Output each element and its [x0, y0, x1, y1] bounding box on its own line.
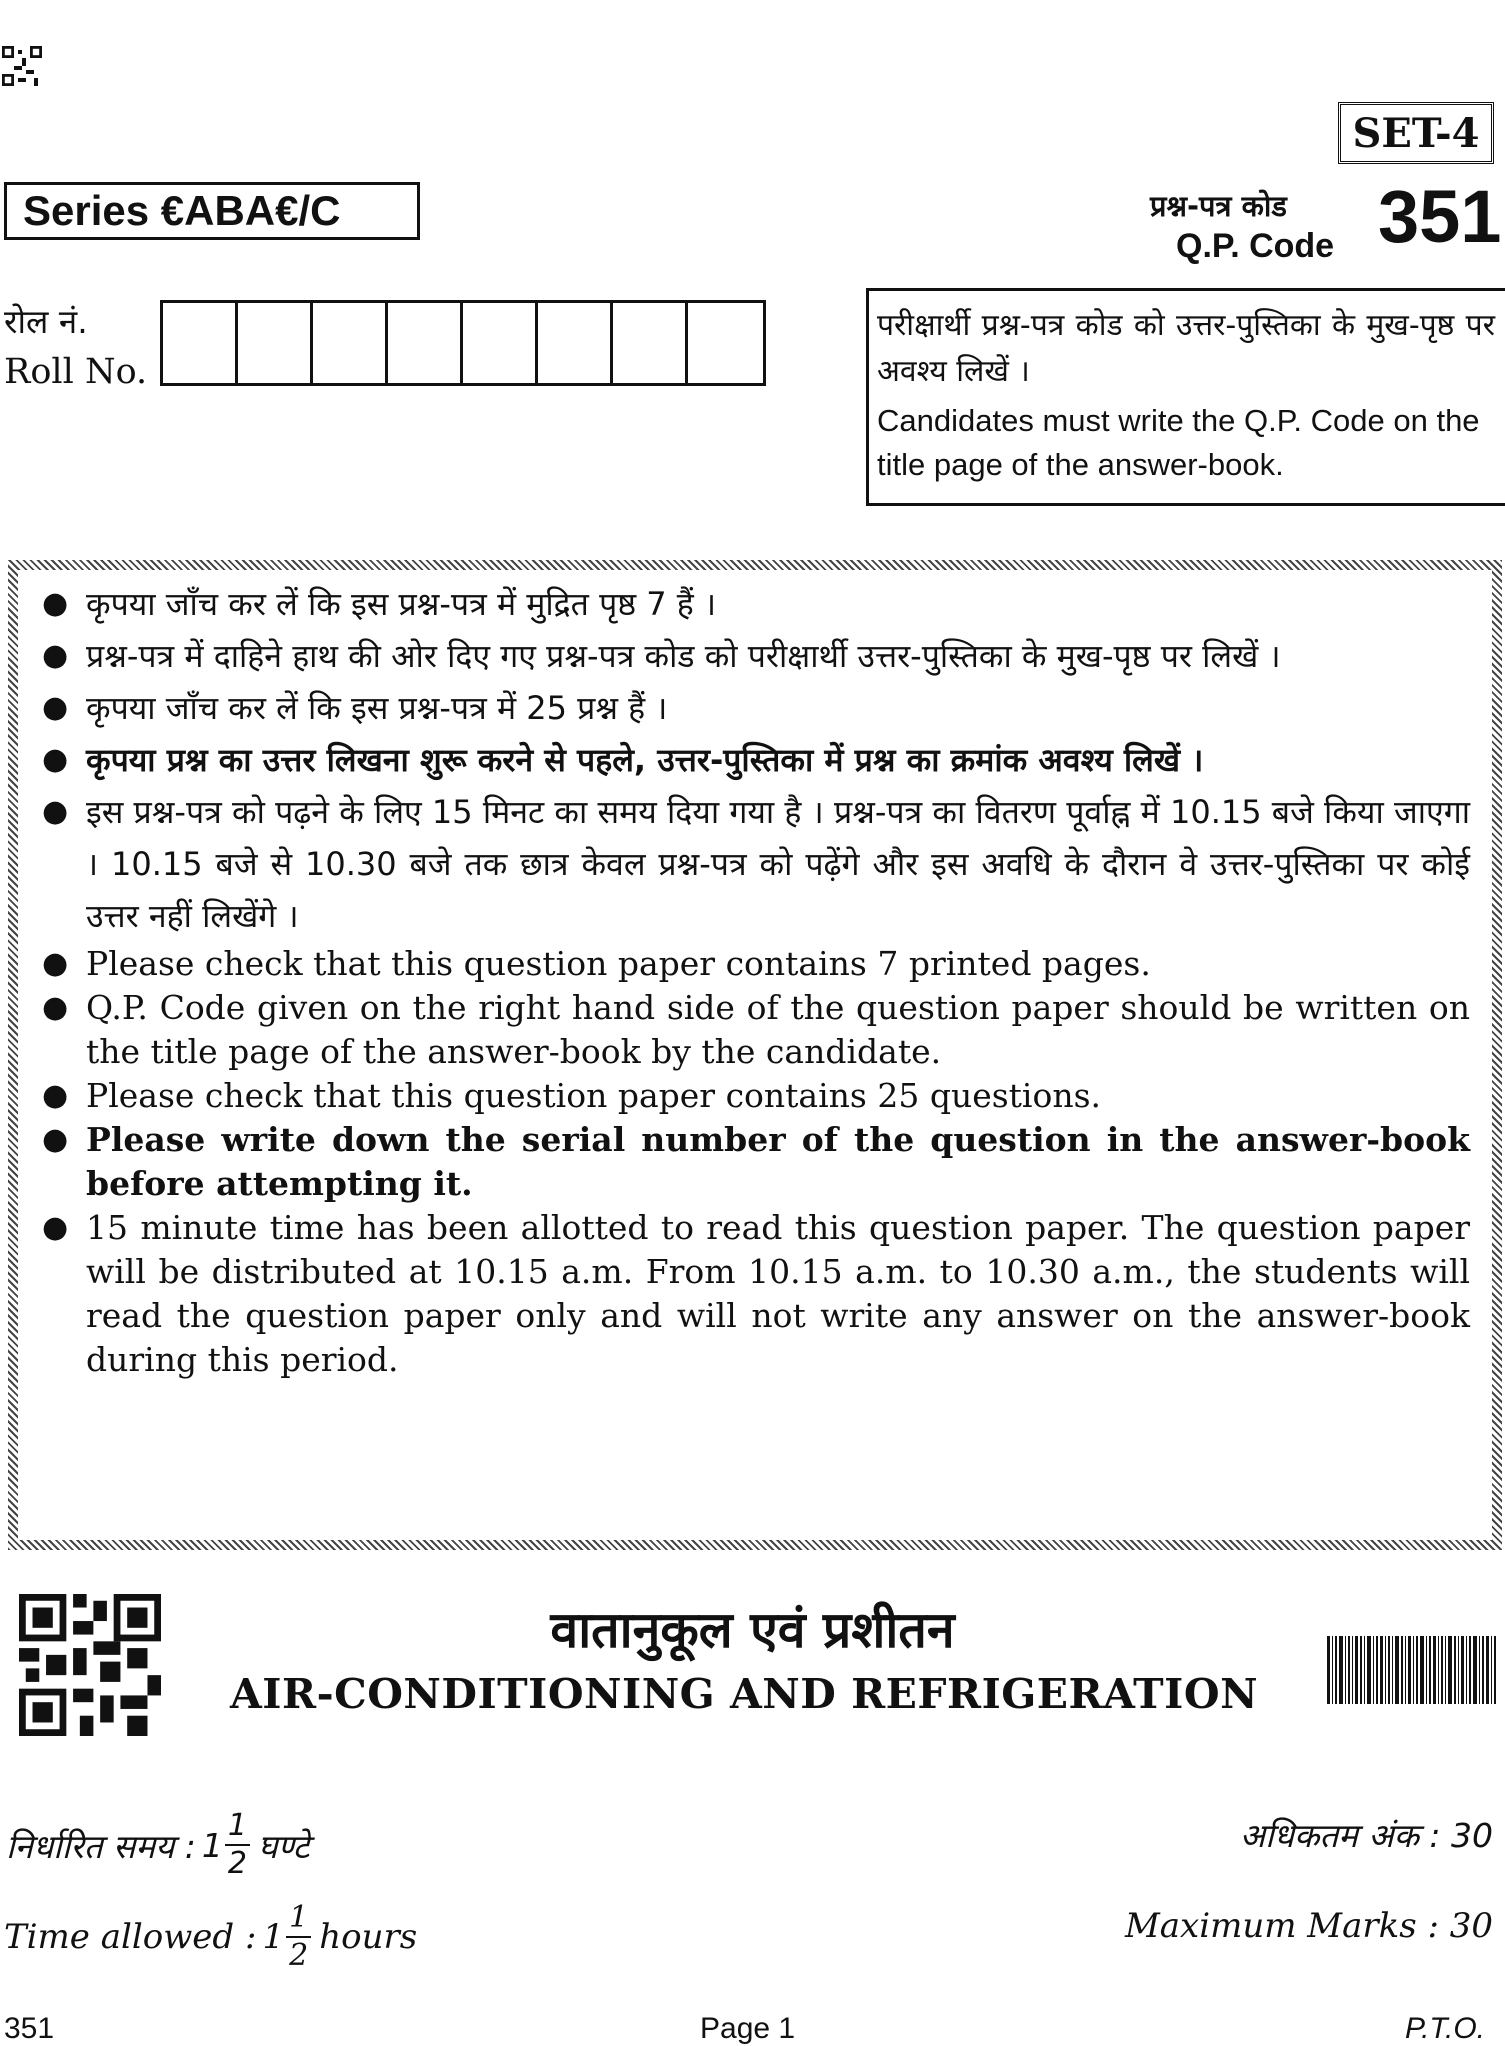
- bullet-icon: ●: [42, 742, 69, 777]
- candidate-note-box: [866, 288, 1505, 506]
- instruction-text: कृपया जाँच कर लें कि इस प्रश्न-पत्र में मुद्रित पृष्ठ 7 हैं ।: [86, 585, 717, 623]
- instruction-item: [36, 578, 1470, 630]
- candidate-note-hindi: परीक्षार्थी प्रश्न-पत्र कोड को उत्तर-पुस्तिका के मुख-पृष्ठ पर अवश्य लिखें ।: [877, 308, 1495, 389]
- roll-digit-box[interactable]: [238, 303, 313, 383]
- bullet-icon: ●: [42, 794, 69, 829]
- instruction-item: [36, 682, 1470, 734]
- subject-title-hindi: वातानुकूल एवं प्रशीतन: [550, 1601, 955, 1659]
- time-numerator: 1: [225, 1808, 250, 1846]
- roll-digit-box[interactable]: [163, 303, 238, 383]
- time-allowed-hindi: [6, 1808, 309, 1882]
- time-label-hindi: निर्धारित समय :: [6, 1826, 196, 1866]
- qr-code-icon: [2, 46, 42, 86]
- subject-title-english: AIR-CONDITIONING AND REFRIGERATION: [230, 1670, 1259, 1718]
- footer-page: Page 1: [700, 2012, 796, 2045]
- instruction-text: Please check that this question paper contains 25 questions.: [86, 1076, 1102, 1115]
- instruction-text: Q.P. Code given on the right hand side of the question paper should be written on the title page of the answer-book by the candidate.: [86, 988, 1470, 1071]
- series-label: Series €ABA€/C: [4, 182, 420, 240]
- instruction-item: [36, 942, 1470, 986]
- time-whole: 1: [201, 1825, 223, 1865]
- max-marks-hindi: अधिकतम अंक : 30: [1239, 1816, 1493, 1855]
- instruction-item: [36, 986, 1470, 1074]
- bullet-icon: ●: [42, 638, 69, 673]
- instruction-text: कृपया जाँच कर लें कि इस प्रश्न-पत्र में 25 प्रश्न हैं ।: [86, 689, 668, 727]
- instruction-item: [36, 1118, 1470, 1206]
- instruction-item: [36, 1074, 1470, 1118]
- footer-code: 351: [4, 2012, 55, 2045]
- roll-digit-box[interactable]: [688, 303, 763, 383]
- time-label-english: Time allowed :: [4, 1917, 257, 1957]
- roll-label-hindi: रोल नं.: [4, 302, 88, 341]
- instructions-list: [36, 578, 1470, 1382]
- roll-digit-box[interactable]: [613, 303, 688, 383]
- time-unit-hindi: घण्टे: [257, 1826, 310, 1866]
- bullet-icon: ●: [42, 990, 69, 1025]
- time-denominator: 2: [289, 1938, 309, 1973]
- max-marks-english: Maximum Marks : 30: [1124, 1906, 1493, 1946]
- roll-digit-box[interactable]: [313, 303, 388, 383]
- roll-number-boxes[interactable]: [160, 300, 766, 386]
- instruction-text: 15 minute time has been allotted to read this question paper. The question paper will be distributed at 10.15 a.m. From 10.15 a.m. to 10.30 a.m., the students will read the question paper only and will not write any answer on the answer-book during this period.: [86, 1208, 1470, 1379]
- instruction-item: [36, 630, 1470, 682]
- roll-digit-box[interactable]: [388, 303, 463, 383]
- qp-code-number: 351: [1378, 175, 1502, 258]
- qp-code-label-hindi: प्रश्न-पत्र कोड: [1150, 189, 1287, 223]
- instruction-text: कृपया प्रश्न का उत्तर लिखना शुरू करने से पहले, उत्तर-पुस्तिका में प्रश्न का क्रमांक अवश्य लिखें ।: [86, 741, 1204, 779]
- time-unit-english: hours: [319, 1917, 418, 1957]
- instruction-text: प्रश्न-पत्र में दाहिने हाथ की ओर दिए गए प्रश्न-पत्र कोड को परीक्षार्थी उत्तर-पुस्तिका के मुख-पृष्ठ पर लिखें ।: [86, 637, 1281, 675]
- bullet-icon: ●: [42, 946, 69, 981]
- time-denominator: 2: [227, 1846, 247, 1881]
- instruction-text: Please write down the serial number of the question in the answer-book before attempting it.: [86, 1120, 1470, 1203]
- bullet-icon: ●: [42, 1210, 69, 1245]
- bullet-icon: ●: [42, 1122, 69, 1157]
- instruction-item: [36, 1206, 1470, 1382]
- roll-digit-box[interactable]: [538, 303, 613, 383]
- bullet-icon: ●: [42, 1078, 69, 1113]
- instruction-item: [36, 734, 1470, 786]
- instruction-text: Please check that this question paper contains 7 printed pages.: [86, 944, 1151, 983]
- candidate-note-english: Candidates must write the Q.P. Code on the title page of the answer-book.: [877, 403, 1480, 482]
- instruction-text: इस प्रश्न-पत्र को पढ़ने के लिए 15 मिनट का समय दिया गया है । प्रश्न-पत्र का वितरण पूर्वाह्न में 10.15 बजे किया जाएगा । 10.15 बजे से 10.30 बजे तक छात्र केवल प्रश्न-पत्र को पढ़ेंगे और इस अवधि के दौरान वे उत्तर-पुस्तिका पर कोई उत्तर नहीं लिखेंगे ।: [86, 793, 1470, 935]
- bullet-icon: ●: [42, 586, 69, 621]
- time-numerator: 1: [286, 1900, 311, 1938]
- set-label: SET-4: [1338, 102, 1494, 164]
- time-fraction: [225, 1808, 250, 1882]
- roll-label-english: Roll No.: [4, 352, 148, 392]
- qp-code-label-english: Q.P. Code: [1176, 227, 1335, 265]
- time-allowed-english: [4, 1900, 417, 1974]
- time-fraction: [286, 1900, 311, 1974]
- barcode-icon: [1325, 1636, 1497, 1704]
- time-whole: 1: [262, 1917, 285, 1957]
- roll-digit-box[interactable]: [463, 303, 538, 383]
- footer-pto: P.T.O.: [1404, 2012, 1485, 2045]
- bullet-icon: ●: [42, 690, 69, 725]
- instruction-item: [36, 786, 1470, 942]
